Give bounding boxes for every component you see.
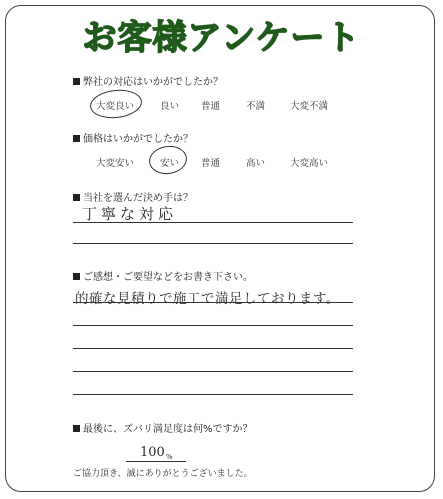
question-3	[73, 189, 193, 204]
bullet-square-icon	[73, 135, 80, 142]
q1-option-4[interactable]: 不満	[246, 101, 266, 112]
answer-line	[73, 222, 353, 223]
q1-option-5[interactable]: 大変不満	[290, 101, 329, 112]
question-2-label: 価格はいかがでしたか？	[83, 134, 193, 145]
question-4-label: ご感想・ご要望などをお書き下さい。	[83, 272, 253, 283]
q2-option-5[interactable]: 大変高い	[290, 158, 329, 169]
answer-line	[73, 371, 353, 372]
percent-unit: %	[166, 453, 173, 461]
question-3-label: 当社を選んだ決め手は？	[83, 193, 193, 204]
survey-title: お客様アンケート	[82, 18, 361, 58]
thank-you-footer: ご協力頂き、誠にありがとうございました。	[73, 469, 253, 479]
q2-option-2[interactable]: 安い	[160, 158, 180, 169]
bullet-square-icon	[73, 194, 80, 201]
q1-option-3[interactable]: 普通	[201, 101, 221, 112]
answer-line	[73, 348, 353, 349]
answer-line	[73, 302, 353, 303]
answer-line	[73, 394, 353, 395]
q2-option-3[interactable]: 普通	[201, 158, 221, 169]
answer-line	[73, 325, 353, 326]
question-5	[73, 420, 253, 435]
q5-handwritten-answer: 100	[140, 445, 165, 460]
q4-handwritten-answer: 的確な見積りで施工で満足しております。	[75, 291, 340, 307]
question-5-label: 最後に、ズバリ満足度は何%ですか？	[83, 424, 253, 435]
bullet-square-icon	[73, 78, 80, 85]
bullet-square-icon	[73, 425, 80, 432]
percent-answer-line	[126, 461, 186, 462]
q3-handwritten-answer: 丁寧な対応	[82, 205, 178, 223]
question-4	[73, 268, 253, 283]
question-1-label: 弊社の対応はいかがでしたか？	[83, 77, 223, 88]
q1-option-1[interactable]: 大変良い	[96, 101, 135, 112]
bullet-square-icon	[73, 273, 80, 280]
answer-line	[73, 243, 353, 244]
question-1	[73, 73, 223, 88]
q2-option-1[interactable]: 大変安い	[96, 158, 135, 169]
q1-option-2[interactable]: 良い	[160, 101, 180, 112]
q2-option-4[interactable]: 高い	[246, 158, 266, 169]
question-2	[73, 130, 193, 145]
